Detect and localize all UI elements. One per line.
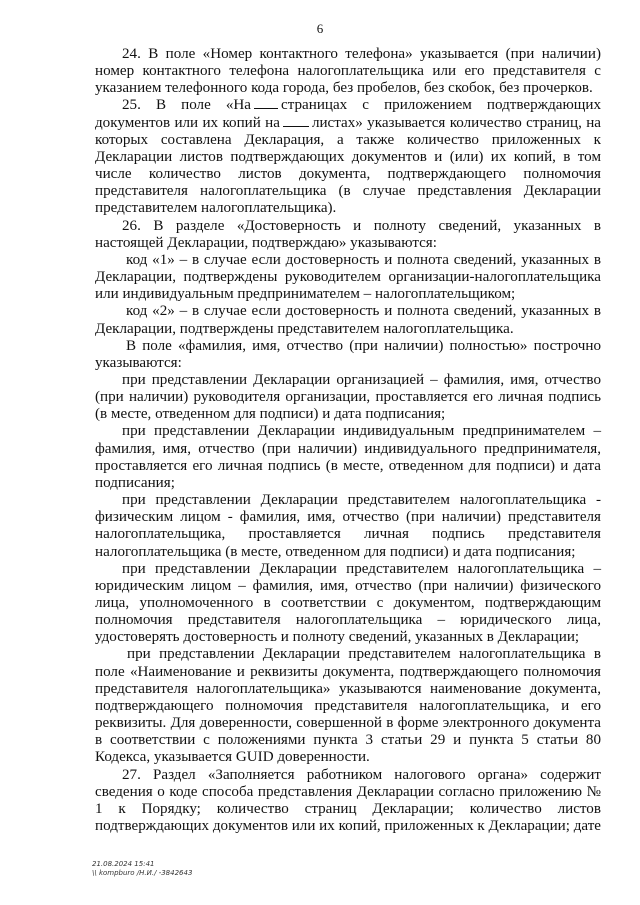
- paragraph-authority-document: при представлении Декларации представителем налогоплательщика в поле «Наименование и реквизиты документа, подтверждающего полномочия представителя налогоплательщика» указываются наименование документа, подтверждающего полномочия представителя налогоплательщика, и его реквизиты. Для доверенности, совершенной в форме электронного документа в соответствии с положениями пункта 3 статьи 29 и пункта 5 статьи 80 Кодекса, указывается GUID доверенности.: [95, 646, 601, 766]
- blank-line: [283, 125, 309, 127]
- paragraph-25-part-b: страницах с приложением подтверждающих документов или их копий на: [95, 97, 602, 131]
- paragraph-25-part-a: 25. В поле «На: [122, 97, 252, 114]
- paragraph-fio-intro: В поле «фамилия, имя, отчество (при наличии) полностью» построчно указываются:: [95, 337, 601, 371]
- print-stamp-date: 21.08.2024 15:41: [92, 860, 155, 868]
- paragraph-code-2: код «2» – в случае если достоверность и полнота сведений, указанных в Декларации, подтверждены представителем налогоплательщика.: [95, 303, 601, 337]
- print-stamp-id: \\ kompburo /Н.И./ -3842643: [92, 869, 193, 877]
- paragraph-code-1: код «1» – в случае если достоверность и полнота сведений, указанных в Декларации, подтверждены руководителем организации-налогоплательщика или индивидуальным предпринимателем – налогоплательщиком;: [95, 251, 601, 303]
- paragraph-27: 27. Раздел «Заполняется работником налогового органа» содержит сведения о коде способа представления Декларации согласно приложению № 1 к Порядку; количество страниц Декларации; количество листов подтверждающих документов или их копий, приложенных к Декларации; дате: [95, 766, 602, 835]
- paragraph-24: 24. В поле «Номер контактного телефона» указывается (при наличии) номер контактного телефона налогоплательщика или его представителя с указанием телефонного кода города, без пробелов, без скобок, без прочерков.: [95, 46, 601, 97]
- paragraph-fio-organization: при представлении Декларации организацией – фамилия, имя, отчество (при наличии) руководителя организации, проставляется его личная подпись (в месте, отведенном для подписи) и дата подписания;: [95, 371, 601, 423]
- blank-line: [254, 107, 278, 109]
- paragraph-fio-legal-representative: при представлении Декларации представителем налогоплательщика – юридическим лицом – фамилия, имя, отчество (при наличии) физического лица, уполномоченного в соответствии с документом, подтверждающим полномочия представителя налогоплательщика – юридического лица, удостоверять достоверность и полноту сведений, указанных в Декларации;: [95, 560, 601, 646]
- paragraph-25: [95, 97, 601, 217]
- page-number: 6: [316, 21, 324, 36]
- paragraph-fio-entrepreneur: при представлении Декларации индивидуальным предпринимателем – фамилия, имя, отчество (при наличии) индивидуального предпринимателя, проставляется его личная подпись (в месте, отведенном для подписи) и дата подписания;: [95, 423, 601, 491]
- document-body: [95, 46, 601, 835]
- paragraph-26: 26. В разделе «Достоверность и полноту сведений, указанных в настоящей Декларации, подтверждаю» указываются:: [95, 217, 601, 251]
- paragraph-25-part-c: листах» указывается количество страниц, на которых составлена Декларация, а также количество приложенных к Декларации листов подтверждающих документов и (или) их копий, в том числе количество листов документа, подтверждающего полномочия представителя налогоплательщика (в случае представления Декларации представителем налогоплательщика).: [95, 114, 601, 217]
- paragraph-fio-individual-representative: при представлении Декларации представителем налогоплательщика - физическим лицом - фамилия, имя, отчество (при наличии) представителя налогоплательщика, проставляется личная подпись представителя налогоплательщика (в месте, отведенном для подписи) и дата подписания;: [95, 492, 601, 560]
- print-stamp: [92, 860, 192, 878]
